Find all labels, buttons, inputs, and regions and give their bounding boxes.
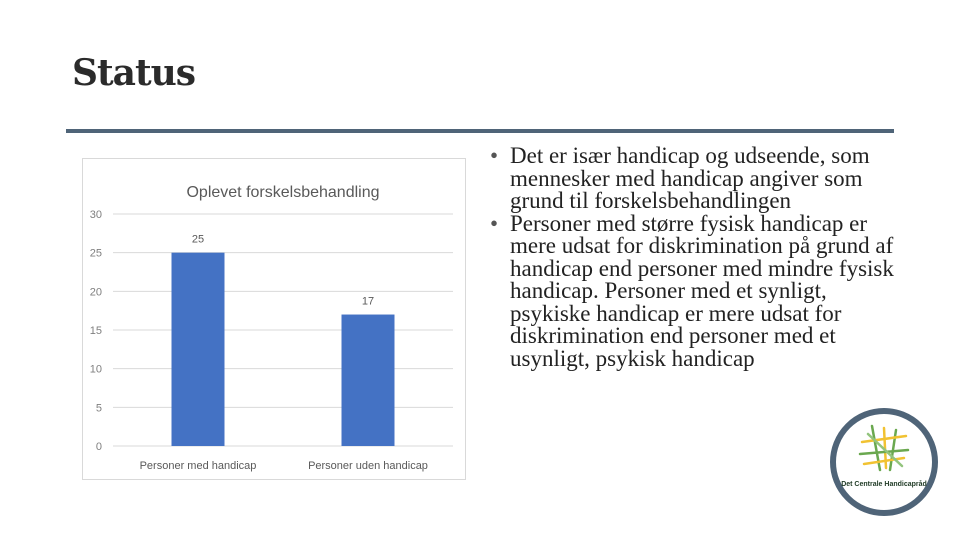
- logo-text: Det Centrale Handicapråd: [841, 481, 927, 488]
- slide-title: Status: [72, 52, 196, 94]
- y-tick-label: 0: [95, 441, 102, 453]
- bullet-item: • Det er især handicap og udseende, som mennesker med handicap angiver som grund til forskelsbehandlingen: [488, 145, 908, 213]
- bar-chart: [83, 159, 467, 481]
- x-tick-label: Personer med handicap: [139, 460, 257, 472]
- bullet-list: [488, 145, 908, 370]
- y-tick-label: 10: [89, 363, 102, 376]
- title-divider: [66, 129, 894, 133]
- bar: [172, 253, 225, 446]
- handicapraad-logo: [828, 406, 940, 518]
- chart-frame: [82, 158, 466, 480]
- y-tick-label: 5: [95, 402, 102, 415]
- chart-title: Oplevet forskelsbehandling: [186, 184, 380, 201]
- x-tick-label: Personer uden handicap: [308, 460, 428, 472]
- y-tick-label: 25: [89, 247, 102, 260]
- y-tick-label: 30: [89, 209, 102, 221]
- data-label: 17: [361, 295, 375, 308]
- y-tick-label: 15: [89, 325, 102, 337]
- y-tick-label: 20: [89, 286, 102, 299]
- data-label: 25: [191, 233, 205, 246]
- bar: [342, 315, 395, 446]
- bullet-item: • Personer med større fysisk handicap er mere udsat for diskrimination på grund af handicap end personer med mindre fysisk handicap. Personer med et synligt, psykiske handicap er mere udsat for diskrimination end personer med et usynligt, psykisk handicap: [488, 213, 908, 371]
